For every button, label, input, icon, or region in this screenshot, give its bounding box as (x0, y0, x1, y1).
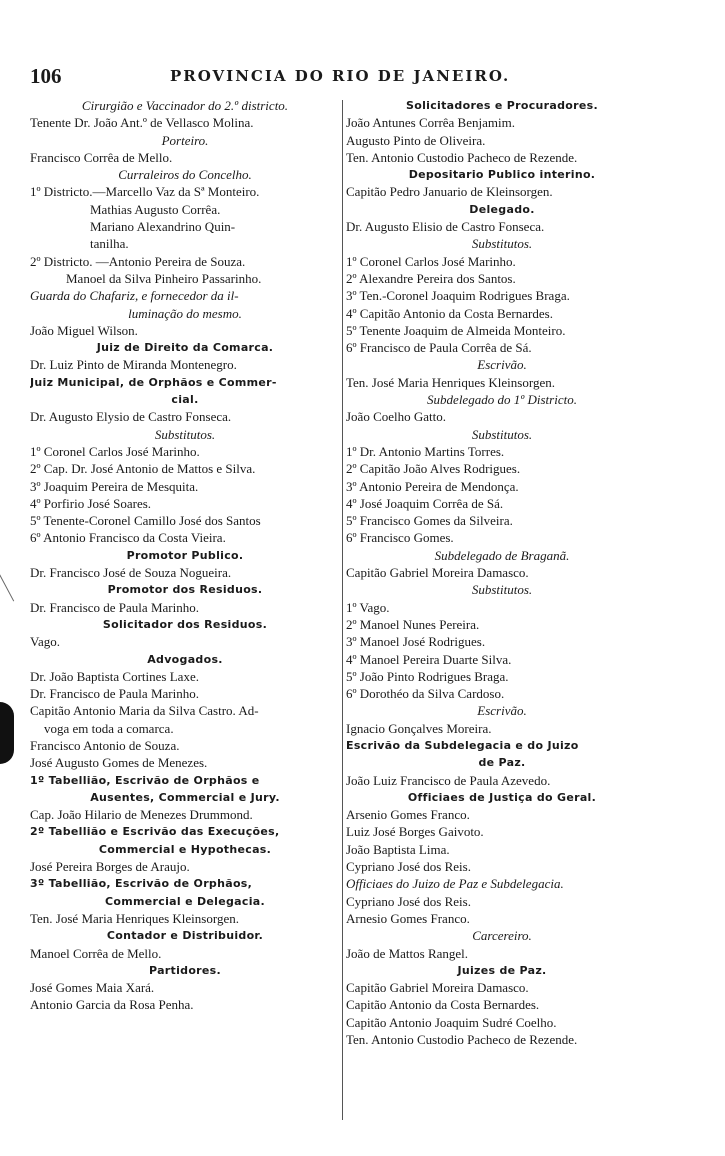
entry: 5º Francisco Gomes da Silveira. (346, 513, 513, 529)
entry: Ten. Antonio Custodio Pacheco de Rezende. (346, 149, 578, 165)
entry: Dr. Francisco de Paula Marinho. (30, 599, 199, 615)
entry: 3º Ten.-Coronel Joaquim Rodrigues Braga. (346, 288, 570, 304)
entry: Dr. Francisco José de Souza Nogueira. (30, 565, 232, 581)
entry: Tenente Dr. João Ant.º de Vellasco Molina. (30, 115, 254, 131)
binding-hole-mark (0, 702, 14, 764)
section-heading: Guarda do Chafariz, e fornecedor da il- (30, 288, 239, 304)
section-heading: Cirurgião e Vaccinador do 2.º districto. (81, 98, 289, 113)
section-heading: 3º Tabellião, Escrivão de Orphãos, (30, 877, 253, 891)
entry: Dr. João Baptista Cortines Laxe. (30, 668, 199, 684)
section-heading: Solicitador dos Residuos. (102, 617, 268, 631)
entry: 4º José Joaquim Corrêa de Sá. (346, 495, 504, 511)
section-heading: Advogados. (147, 652, 223, 666)
entry: João Baptista Lima. (346, 841, 450, 857)
entry: Francisco Corrêa de Mello. (30, 149, 173, 165)
section-heading: Juiz Municipal, de Orphãos e Commer- (30, 375, 277, 389)
section-heading: Ausentes, Commercial e Jury. (90, 790, 280, 804)
section-heading: cial. (171, 393, 199, 407)
entry: 6º Antonio Francisco da Costa Vieira. (30, 530, 226, 546)
section-heading: Substitutos. (154, 426, 216, 442)
section-heading: Promotor Publico. (126, 548, 244, 562)
section-heading: Substitutos. (471, 582, 533, 598)
entry: 5º João Pinto Rodrigues Braga. (346, 668, 509, 684)
entry: Vago. (30, 634, 60, 650)
entry: Manoel da Silva Pinheiro Passarinho. (66, 270, 262, 286)
entry: Antonio Garcia da Rosa Penha. (30, 997, 194, 1013)
entry: José Gomes Maia Xará. (30, 980, 155, 996)
entry: Capitão Gabriel Moreira Damasco. (346, 565, 529, 581)
section-heading: Solicitadores e Procuradores. (406, 99, 598, 112)
entry: Mathias Augusto Corrêa. (90, 201, 221, 217)
entry: 2º Districto. —Antonio Pereira de Souza. (30, 253, 246, 269)
section-heading: Subdelegado do 1º Districto. (427, 392, 577, 408)
entry: 3º Antonio Pereira de Mendonça. (346, 478, 519, 494)
entry: 6º Dorothéo da Silva Cardoso. (346, 686, 505, 702)
section-heading: 2º Tabellião e Escrivão das Execuções, (30, 825, 280, 839)
entry: Ten. José Maria Henriques Kleinsorgen. (30, 910, 239, 926)
section-heading: Substitutos. (471, 426, 533, 442)
entry: 4º Manoel Pereira Duarte Silva. (346, 651, 512, 667)
section-heading: Escrivão. (477, 357, 527, 373)
section-heading: Depositario Publico interino. (408, 168, 596, 182)
page-title: PROVINCIA DO RIO DE JANEIRO. (170, 67, 511, 85)
entry: 1º Dr. Antonio Martins Torres. (346, 443, 505, 459)
section-heading: Curraleiros do Concelho. (118, 167, 252, 183)
entry: João Antunes Corrêa Benjamim. (346, 115, 515, 131)
entry: 6º Francisco de Paula Corrêa de Sá. (346, 340, 532, 356)
entry: João de Mattos Rangel. (346, 945, 469, 961)
entry: Dr. Luiz Pinto de Miranda Montenegro. (30, 357, 237, 373)
section-heading: Officiaes do Juizo de Paz e Subdelegacia. (346, 876, 564, 892)
section-heading: Contador e Distribuidor. (106, 929, 264, 943)
entry: voga em toda a comarca. (44, 720, 174, 736)
section-heading: Porteiro. (161, 132, 209, 148)
entry: José Pereira Borges de Araujo. (30, 859, 190, 875)
entry: Dr. Augusto Elysio de Castro Fonseca. (30, 409, 232, 425)
entry: 2º Cap. Dr. José Antonio de Mattos e Silva. (30, 461, 256, 477)
entry: Cypriano José dos Reis. (346, 893, 471, 909)
entry: 1º Coronel Carlos José Marinho. (346, 253, 516, 269)
entry: Mariano Alexandrino Quin- (90, 219, 236, 235)
entry: tanilha. (90, 236, 129, 252)
left-column (30, 97, 340, 1014)
section-heading: Escrivão. (477, 703, 527, 719)
entry: Dr. Augusto Elisio de Castro Fonseca. (346, 219, 545, 235)
entry: João Miguel Wilson. (30, 322, 138, 338)
section-heading: Officiaes de Justiça do Geral. (407, 790, 597, 804)
entry: Arnesio Gomes Franco. (346, 910, 470, 926)
section-heading: Commercial e Delegacia. (105, 894, 265, 908)
section-heading: Carcereiro. (472, 928, 532, 944)
entry: Ignacio Gonçalves Moreira. (346, 720, 492, 736)
section-heading: luminação do mesmo. (128, 305, 242, 321)
entry: 1º Districto.—Marcello Vaz da Sª Monteiro. (30, 184, 260, 200)
entry: Capitão Antonio da Costa Bernardes. (346, 997, 540, 1013)
entry: Francisco Antonio de Souza. (30, 737, 180, 753)
section-heading: Substitutos. (471, 236, 533, 252)
entry: Capitão Gabriel Moreira Damasco. (346, 980, 529, 996)
entry: 4º Porfirio José Soares. (30, 495, 152, 511)
entry: 3º Manoel José Rodrigues. (346, 634, 486, 650)
entry: Ten. Antonio Custodio Pacheco de Rezende. (346, 1032, 578, 1048)
section-heading: Commercial e Hypothecas. (98, 842, 272, 856)
entry: 3º Joaquim Pereira de Mesquita. (30, 478, 199, 494)
section-heading: Juiz de Direito da Comarca. (96, 341, 274, 355)
entry: 2º Manoel Nunes Pereira. (346, 616, 480, 632)
entry: Manoel Corrêa de Mello. (30, 945, 162, 961)
entry: 4º Capitão Antonio da Costa Bernardes. (346, 305, 553, 321)
section-heading: Delegado. (469, 202, 535, 216)
entry: Capitão Antonio Joaquim Sudré Coelho. (346, 1014, 557, 1030)
section-heading: Juizes de Paz. (457, 963, 547, 977)
page-number: 106 (30, 64, 62, 88)
entry: Augusto Pinto de Oliveira. (346, 132, 486, 148)
entry: José Augusto Gomes de Menezes. (30, 755, 208, 771)
entry: Dr. Francisco de Paula Marinho. (30, 686, 199, 702)
entry: 1º Coronel Carlos José Marinho. (30, 443, 200, 459)
entry: 2º Alexandre Pereira dos Santos. (346, 270, 516, 286)
entry: 5º Tenente Joaquim de Almeida Monteiro. (346, 322, 566, 338)
margin-stroke (0, 559, 14, 602)
column-divider (342, 100, 343, 1120)
entry: 1º Vago. (346, 599, 390, 615)
entry: João Luiz Francisco de Paula Azevedo. (346, 772, 551, 788)
section-heading: de Paz. (478, 756, 526, 770)
entry: Luiz José Borges Gaivoto. (346, 824, 484, 840)
entry: Arsenio Gomes Franco. (346, 807, 470, 823)
entry: 5º Tenente-Coronel Camillo José dos Santos (30, 513, 261, 529)
entry: Ten. José Maria Henriques Kleinsorgen. (346, 374, 555, 390)
section-heading: Partidores. (149, 963, 221, 977)
section-heading: Promotor dos Residuos. (107, 583, 263, 597)
entry: Capitão Pedro Januario de Kleinsorgen. (346, 184, 553, 200)
entry: João Coelho Gatto. (346, 409, 447, 425)
entry: Capitão Antonio Maria da Silva Castro. Ad- (30, 703, 259, 719)
entry: Cypriano José dos Reis. (346, 859, 471, 875)
section-heading: Subdelegado de Braganã. (434, 547, 570, 563)
section-heading: Escrivão da Subdelegacia e do Juizo (346, 738, 579, 752)
entry: 2º Capitão João Alves Rodrigues. (346, 461, 521, 477)
right-column (346, 97, 658, 1048)
entry: Cap. João Hilario de Menezes Drummond. (30, 807, 253, 823)
entry: 6º Francisco Gomes. (346, 530, 454, 546)
page-header (30, 64, 690, 90)
section-heading: 1º Tabellião, Escrivão de Orphãos e (30, 773, 260, 787)
